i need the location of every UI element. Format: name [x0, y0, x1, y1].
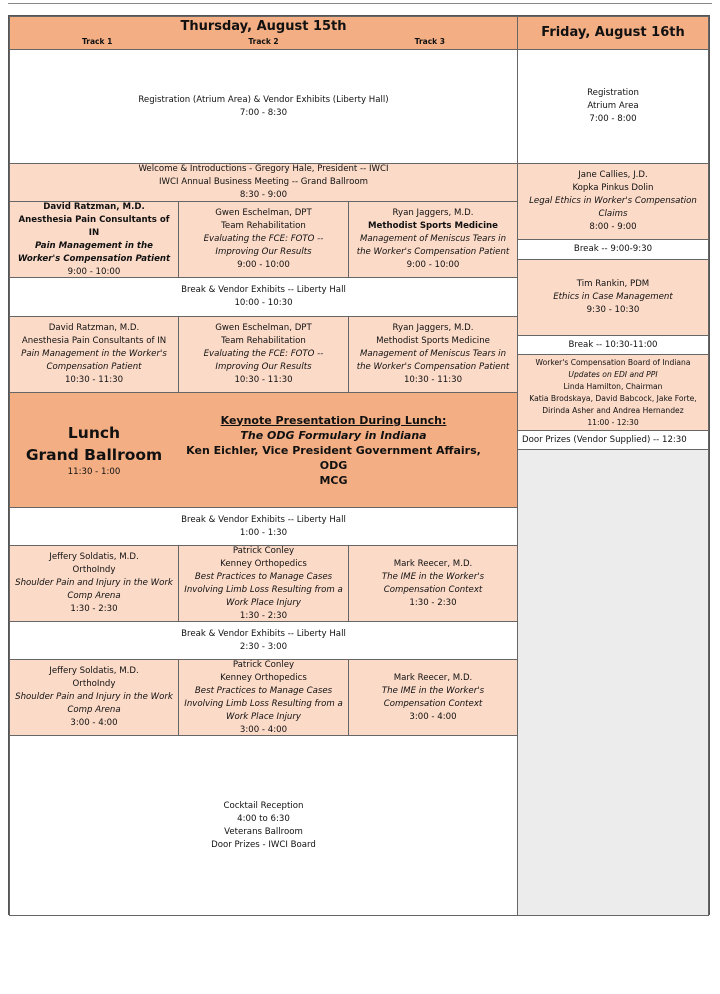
session-2-track-2: [178, 316, 349, 393]
session-title: Pain Management in the Worker's Compensation Patient: [21, 349, 167, 372]
session-1-track-1: [9, 201, 179, 278]
session-time: 3:00 - 4:00: [70, 718, 118, 728]
speaker-name: Gwen Eschelman, DPT: [215, 323, 312, 333]
board-chair: Linda Hamilton, Chairman: [563, 381, 663, 391]
speaker-name: Jeffery Soldatis, M.D.: [49, 552, 139, 562]
thursday-registration: [9, 49, 518, 164]
session-4-track-1: [9, 659, 179, 736]
session-title: Management of Meniscus Tears in the Worker's Compensation Patient: [356, 234, 510, 257]
session-3-track-1: [9, 545, 179, 622]
session-time: 3:00 - 4:00: [409, 711, 457, 722]
registration-label: Registration: [587, 88, 639, 98]
speaker-name: Ryan Jaggers, M.D.: [392, 323, 474, 333]
board-members: Katia Brodskaya, David Babcock, Jake Forte, Dirinda Asher and Andrea Hernandez: [529, 393, 697, 415]
cocktail-place: Veterans Ballroom: [224, 826, 303, 837]
registration-title: Registration (Atrium Area) & Vendor Exhibits (Liberty Hall): [138, 94, 389, 105]
session-title: Best Practices to Manage Cases Involving Limb Loss Resulting from a Work Place Injury: [184, 685, 343, 722]
lunch-info: [14, 422, 174, 479]
session-time: 8:00 - 9:00: [589, 222, 637, 232]
cocktail-note: Door Prizes - IWCI Board: [211, 839, 316, 850]
session-time: 10:30 - 11:30: [403, 375, 463, 385]
session-time: 9:00 - 10:00: [67, 266, 121, 277]
speaker-name: Mark Reecer, M.D.: [393, 558, 473, 569]
break-title: Break & Vendor Exhibits -- Liberty Hall: [181, 628, 346, 639]
session-time: 11:00 - 12:30: [587, 417, 639, 427]
friday-break-2: [517, 335, 709, 355]
speaker-name: David Ratzman, M.D.: [43, 201, 145, 212]
speaker-org: Methodist Sports Medicine: [368, 221, 498, 231]
door-prizes-text: Door Prizes (Vendor Supplied) -- 12:30: [522, 434, 687, 445]
break-1: [9, 277, 518, 317]
break-2: [9, 507, 518, 546]
welcome-time: 8:30 - 9:00: [239, 190, 288, 200]
registration-time: 7:00 - 8:30: [239, 107, 288, 118]
speaker-name: Gwen Eschelman, DPT: [215, 208, 312, 218]
speaker-org: Methodist Sports Medicine: [376, 336, 490, 346]
speaker-org: Anesthesia Pain Consultants of IN: [21, 336, 167, 346]
friday-break-1: [517, 239, 709, 260]
top-rule: [8, 3, 712, 4]
session-title: Shoulder Pain and Injury in the Work Comp Arena: [15, 578, 173, 601]
session-3-track-2: [178, 545, 349, 622]
break-title: Break & Vendor Exhibits -- Liberty Hall: [181, 285, 346, 295]
track-1-label: Track 1: [82, 37, 113, 46]
session-4-track-3: [348, 659, 518, 736]
session-time: 9:00 - 10:00: [406, 260, 460, 270]
board-org: Worker's Compensation Board of Indiana: [535, 357, 691, 367]
speaker-org: Kenney Orthopedics: [220, 672, 307, 683]
welcome-line-2: IWCI Annual Business Meeting -- Grand Ballroom: [158, 177, 369, 187]
speaker-name: Patrick Conley: [232, 545, 295, 556]
lunch-block: [9, 392, 518, 508]
speaker-name: Patrick Conley: [232, 659, 295, 670]
session-time: 10:30 - 11:30: [64, 375, 124, 385]
speaker-org: OrthoIndy: [72, 565, 116, 575]
friday-board-updates: [517, 354, 709, 431]
friday-registration: [517, 49, 709, 164]
break-text: Break -- 9:00-9:30: [573, 244, 653, 254]
session-title: Legal Ethics in Worker's Compensation Claims: [529, 196, 697, 219]
speaker-org: Team Rehabilitation: [221, 336, 306, 346]
session-time: 3:00 - 4:00: [239, 724, 288, 735]
cocktail-title: Cocktail Reception: [223, 800, 304, 811]
session-title: Pain Management in the Worker's Compensation Patient: [17, 240, 171, 264]
friday-door-prizes: [517, 430, 709, 450]
session-title: Management of Meniscus Tears in the Worker's Compensation Patient: [356, 349, 510, 372]
session-1-track-2: [178, 201, 349, 278]
registration-location: Atrium Area: [587, 101, 639, 111]
friday-legal-ethics: [517, 163, 709, 240]
cocktail-reception: [9, 735, 518, 916]
session-title: Best Practices to Manage Cases Involving Limb Loss Resulting from a Work Place Injury: [184, 571, 343, 608]
welcome-line-1: Welcome & Introductions - Gregory Hale, President -- IWCI: [138, 164, 389, 174]
session-title: The IME in the Worker's Compensation Context: [381, 571, 485, 595]
session-2-track-3: [348, 316, 518, 393]
lunch-location: Grand Ballroom: [25, 445, 163, 464]
break-text: Break -- 10:30-11:00: [568, 339, 658, 350]
break-title: Break & Vendor Exhibits -- Liberty Hall: [181, 514, 346, 525]
speaker-org: Kopka Pinkus Dolin: [572, 183, 654, 193]
break-time: 1:00 - 1:30: [239, 527, 288, 538]
keynote-label: Keynote Presentation During Lunch:: [220, 413, 447, 427]
session-time: 9:30 - 10:30: [586, 305, 640, 315]
speaker-name: Tim Rankin, PDM: [576, 279, 650, 289]
session-1-track-3: [348, 201, 518, 278]
thursday-header: [9, 16, 518, 50]
session-title: Updates on EDI and PPI: [568, 369, 658, 379]
session-time: 9:00 - 10:00: [237, 260, 290, 270]
keynote-speaker: Ken Eichler, Vice President Government Affairs, ODG: [186, 443, 481, 472]
speaker-name: Jane Callies, J.D.: [578, 170, 648, 180]
welcome-session: [9, 163, 518, 202]
friday-header: [517, 16, 709, 50]
speaker-name: Mark Reecer, M.D.: [393, 672, 473, 683]
break-time: 2:30 - 3:00: [239, 641, 288, 652]
speaker-org: OrthoIndy: [72, 679, 116, 689]
track-labels: [14, 37, 513, 47]
speaker-name: Ryan Jaggers, M.D.: [392, 208, 474, 218]
keynote-title: The ODG Formulary in Indiana: [240, 428, 427, 442]
speaker-name: David Ratzman, M.D.: [48, 323, 140, 333]
session-title: Shoulder Pain and Injury in the Work Comp Arena: [15, 692, 173, 715]
session-2-track-1: [9, 316, 179, 393]
speaker-org: Kenney Orthopedics: [220, 558, 307, 569]
session-title: Evaluating the FCE: FOTO -- Improving Our Results: [203, 349, 324, 372]
cocktail-time: 4:00 to 6:30: [237, 813, 290, 824]
break-3: [9, 621, 518, 660]
track-2-label: Track 2: [248, 37, 279, 46]
session-3-track-3: [348, 545, 518, 622]
friday-empty-area: [517, 449, 709, 916]
friday-title: Friday, August 16th: [541, 25, 685, 40]
session-time: 10:30 - 11:30: [234, 375, 293, 385]
speaker-org: Team Rehabilitation: [221, 221, 306, 231]
session-title: The IME in the Worker's Compensation Context: [381, 685, 485, 709]
session-title: Evaluating the FCE: FOTO -- Improving Our Results: [203, 234, 324, 257]
lunch-label: Lunch: [67, 423, 121, 442]
thursday-title: Thursday, August 15th: [180, 19, 347, 34]
schedule-grid: [8, 15, 710, 915]
break-time: 10:00 - 10:30: [234, 298, 293, 308]
session-time: 1:30 - 2:30: [239, 610, 288, 621]
speaker-name: Jeffery Soldatis, M.D.: [49, 666, 139, 676]
keynote-info: [174, 413, 513, 488]
session-title: Ethics in Case Management: [553, 292, 673, 302]
speaker-org: Anesthesia Pain Consultants of IN: [18, 214, 170, 238]
lunch-time: 11:30 - 1:00: [67, 466, 121, 477]
track-3-label: Track 3: [414, 37, 445, 46]
friday-case-management: [517, 259, 709, 336]
registration-time: 7:00 - 8:00: [589, 114, 637, 124]
session-time: 1:30 - 2:30: [409, 597, 457, 608]
session-4-track-2: [178, 659, 349, 736]
keynote-org: MCG: [319, 473, 348, 487]
session-time: 1:30 - 2:30: [70, 604, 118, 614]
